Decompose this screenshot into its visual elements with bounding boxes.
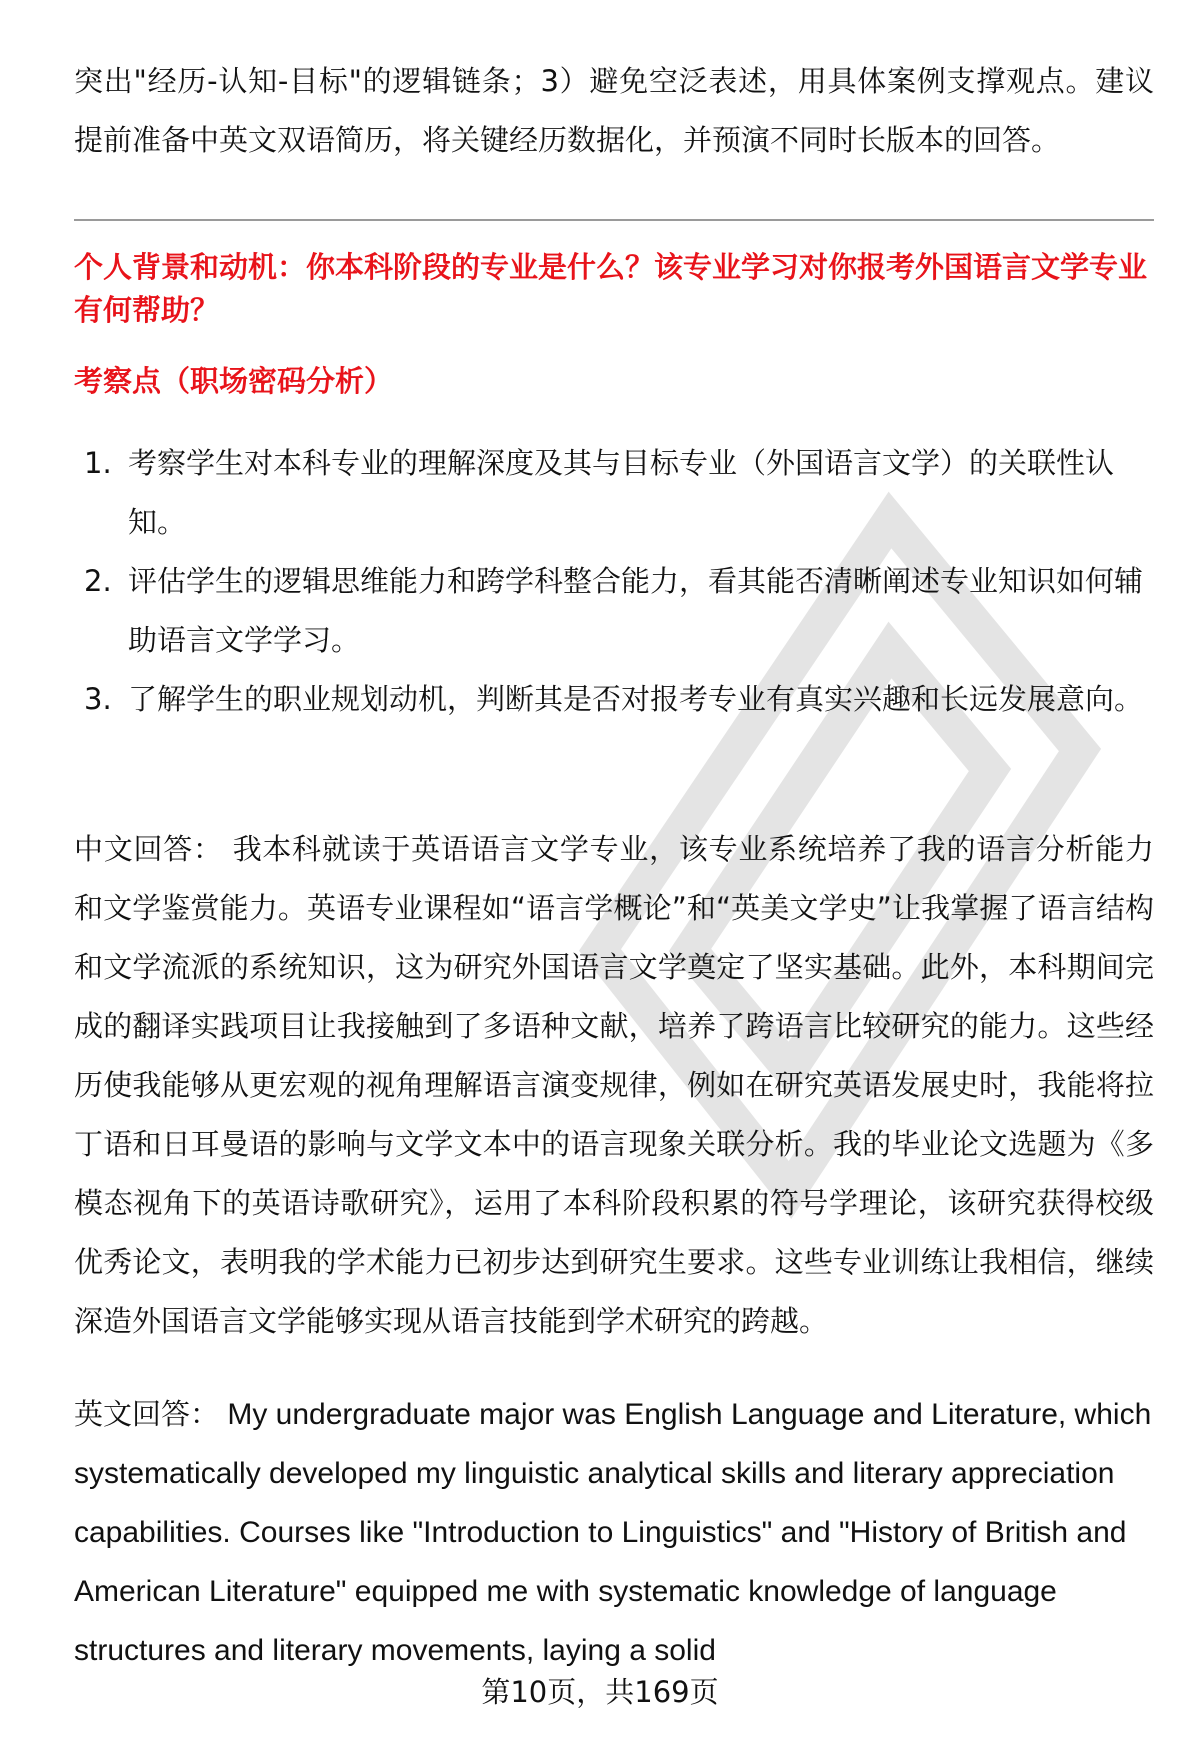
list-item-text: 了解学生的职业规划动机，判断其是否对报考专业有真实兴趣和长远发展意向。 [128, 682, 1144, 716]
list-item [74, 670, 1154, 729]
list-item-text: 评估学生的逻辑思维能力和跨学科整合能力，看其能否清晰阐述专业知识如何辅助语言文学学习。 [128, 564, 1144, 657]
english-answer [74, 1385, 1154, 1680]
list-item-number: 1. [84, 446, 112, 480]
analysis-heading: 考察点（职场密码分析） [74, 364, 394, 398]
intro-paragraph: 突出"经历-认知-目标"的逻辑链条；3）避免空泛表述，用具体案例支撑观点。建议提前准备中英文双语简历，将关键经历数据化，并预演不同时长版本的回答。 [74, 64, 1154, 157]
section-divider [74, 219, 1154, 221]
list-item-number: 3. [84, 682, 112, 716]
english-answer-label: 英文回答： [74, 1397, 220, 1431]
chinese-answer-label: 中文回答： [74, 832, 223, 866]
question-heading: 个人背景和动机：你本科阶段的专业是什么？该专业学习对你报考外国语言文学专业有何帮助？ [74, 250, 1148, 327]
page-footer: 第10页，共169页 [481, 1675, 719, 1709]
list-item [74, 434, 1154, 552]
english-answer-text: My undergraduate major was English Language and Literature, which systematically developed my linguistic analytical skills and literary appreciation capabilities. Courses like "Introduction to Linguistics" and "History of British and American Literature" equipped me with systematic knowledge of language structures and literary movements, laying a solid [74, 1398, 1152, 1667]
chinese-answer-text: 我本科就读于英语语言文学专业，该专业系统培养了我的语言分析能力和文学鉴赏能力。英语专业课程如“语言学概论”和“英美文学史”让我掌握了语言结构和文学流派的系统知识，这为研究外国语言文学奠定了坚实基础。此外，本科期间完成的翻译实践项目让我接触到了多语种文献，培养了跨语言比较研究的能力。这些经历使我能够从更宏观的视角理解语言演变规律，例如在研究英语发展史时，我能将拉丁语和日耳曼语的影响与文学文本中的语言现象关联分析。我的毕业论文选题为《多模态视角下的英语诗歌研究》，运用了本科阶段积累的符号学理论，该研究获得校级优秀论文，表明我的学术能力已初步达到研究生要求。这些专业训练让我相信，继续深造外国语言文学能够实现从语言技能到学术研究的跨越。 [74, 832, 1154, 1338]
list-item [74, 552, 1154, 670]
analysis-list [74, 434, 1154, 729]
chinese-answer [74, 820, 1154, 1351]
list-item-text: 考察学生对本科专业的理解深度及其与目标专业（外国语言文学）的关联性认知。 [128, 446, 1115, 539]
list-item-number: 2. [84, 564, 112, 598]
